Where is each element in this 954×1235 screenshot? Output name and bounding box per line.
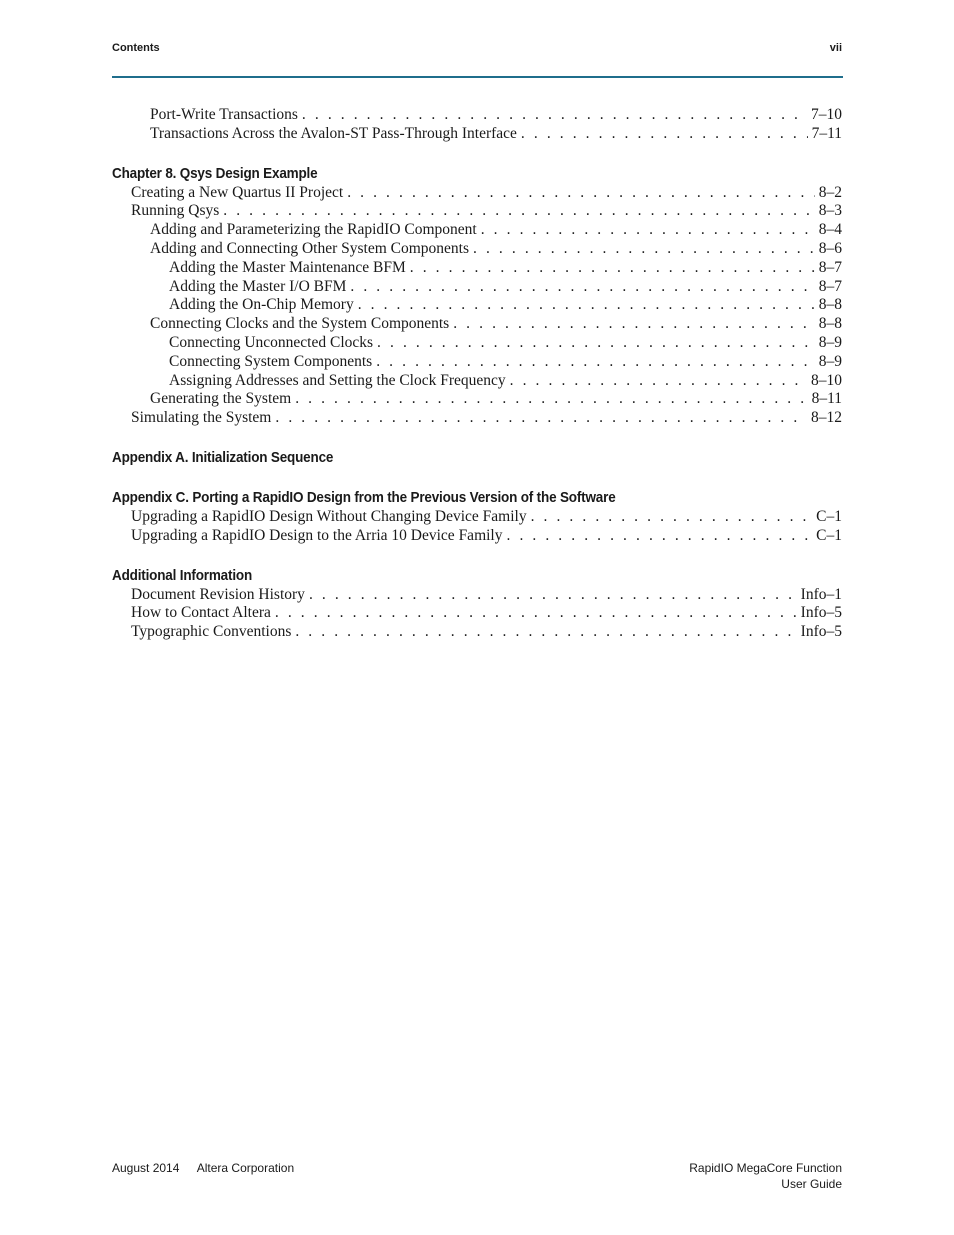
toc-entry-title: Assigning Addresses and Setting the Clock Frequency [169, 371, 506, 389]
toc-leader-dots [350, 278, 814, 297]
footer-date: August 2014 [112, 1161, 180, 1175]
toc-entry[interactable] [112, 353, 842, 372]
toc-entry[interactable] [112, 586, 842, 605]
toc-entry-page: 8–7 [818, 258, 842, 276]
toc-entry-page: C–1 [816, 526, 842, 544]
footer-left [112, 1160, 294, 1176]
table-of-contents [112, 106, 842, 642]
toc-entry-title: Connecting System Components [169, 352, 373, 370]
toc-entry-page: Info–5 [800, 604, 842, 622]
toc-entry-page: 8–9 [818, 333, 842, 351]
toc-entry-title: Adding and Parameterizing the RapidIO Component [150, 221, 477, 239]
toc-entry[interactable] [112, 623, 842, 642]
toc-entry-page: 8–3 [818, 202, 842, 220]
toc-entry[interactable] [112, 334, 842, 353]
chapter-title[interactable]: Chapter 8. Qsys Design Example [112, 164, 318, 182]
toc-entry-page: 8–12 [811, 409, 842, 427]
toc-leader-dots [531, 508, 813, 527]
toc-leader-dots [521, 125, 808, 144]
toc-entry[interactable] [112, 184, 842, 203]
toc-entry[interactable] [112, 240, 842, 259]
toc-leader-dots [473, 240, 815, 259]
toc-entry-page: 8–8 [818, 296, 842, 314]
toc-entry-title: Typographic Conventions [131, 623, 292, 641]
toc-entry-title: Creating a New Quartus II Project [131, 183, 344, 201]
toc-entry-title: Connecting Unconnected Clocks [169, 333, 374, 351]
toc-entry-title: Transactions Across the Avalon-ST Pass-Through Interface [150, 124, 517, 142]
toc-leader-dots [453, 315, 815, 334]
toc-entry[interactable] [112, 106, 842, 125]
toc-entry-title: Upgrading a RapidIO Design to the Arria 10 Device Family [131, 526, 503, 544]
toc-additional-information [112, 566, 842, 642]
toc-entry-title: Upgrading a RapidIO Design Without Changing Device Family [131, 507, 527, 525]
header-rule [112, 76, 843, 78]
toc-entry[interactable] [112, 508, 842, 527]
footer-doc-type: User Guide [781, 1177, 842, 1191]
toc-entry[interactable] [112, 604, 842, 623]
toc-entry[interactable] [112, 296, 842, 315]
header-page-number: vii [829, 42, 842, 54]
toc-entry[interactable] [112, 259, 842, 278]
toc-entry-page: 8–11 [811, 390, 842, 408]
toc-leader-dots [295, 390, 807, 409]
toc-entry[interactable] [112, 390, 842, 409]
footer-product: RapidIO MegaCore Function [689, 1161, 842, 1175]
toc-entry[interactable] [112, 315, 842, 334]
toc-entry[interactable] [112, 278, 842, 297]
toc-leader-dots [347, 184, 815, 203]
appendix-title[interactable]: Appendix A. Initialization Sequence [112, 448, 334, 466]
toc-entry-page: Info–5 [800, 623, 842, 641]
toc-entry[interactable] [112, 125, 842, 144]
header-section-name: Contents [112, 42, 160, 54]
toc-entry-page: 7–11 [811, 124, 842, 142]
toc-entry-title: Adding and Connecting Other System Components [150, 239, 470, 257]
toc-entry[interactable] [112, 409, 842, 428]
toc-entry-page: 8–6 [818, 239, 842, 257]
toc-leader-dots [302, 106, 807, 125]
toc-entry[interactable] [112, 372, 842, 391]
toc-appendix-a [112, 448, 842, 468]
toc-entry-title: Port-Write Transactions [150, 106, 298, 123]
toc-entry-title: Generating the System [150, 390, 292, 408]
toc-entry-page: 8–2 [818, 183, 842, 201]
toc-entry-title: Connecting Clocks and the System Components [150, 315, 450, 333]
toc-leader-dots [510, 372, 807, 391]
footer-company: Altera Corporation [196, 1161, 295, 1175]
toc-entry-page: 7–10 [811, 106, 842, 123]
toc-entry-page: C–1 [816, 507, 842, 525]
footer-right [689, 1160, 842, 1192]
toc-entry-page: 8–7 [818, 277, 842, 295]
toc-entry-title: Simulating the System [131, 409, 272, 427]
toc-leader-dots [376, 353, 815, 372]
toc-entry-title: Adding the Master I/O BFM [169, 277, 347, 295]
section-title[interactable]: Additional Information [112, 566, 253, 584]
toc-leader-dots [275, 604, 797, 623]
toc-entry-title: Running Qsys [131, 202, 220, 220]
appendix-title[interactable]: Appendix C. Porting a RapidIO Design from the Previous Version of the Software [112, 488, 616, 506]
toc-leader-dots [309, 586, 797, 605]
toc-leader-dots [481, 221, 815, 240]
toc-leader-dots [507, 527, 813, 546]
toc-leader-dots [410, 259, 815, 278]
toc-chapter-8 [112, 164, 842, 428]
toc-entry-title: How to Contact Altera [131, 604, 271, 622]
toc-entry-page: 8–8 [818, 315, 842, 333]
toc-entry[interactable] [112, 221, 842, 240]
toc-entry-page: 8–9 [818, 352, 842, 370]
toc-appendix-c [112, 488, 842, 546]
toc-entry[interactable] [112, 202, 842, 221]
toc-entry-page: 8–10 [811, 371, 842, 389]
toc-entry-page: Info–1 [800, 585, 842, 603]
toc-leader-dots [275, 409, 807, 428]
toc-entry-title: Adding the Master Maintenance BFM [169, 258, 406, 276]
toc-entry[interactable] [112, 527, 842, 546]
toc-entry-title: Adding the On-Chip Memory [169, 296, 354, 314]
toc-leader-dots [377, 334, 815, 353]
toc-entry-title: Document Revision History [131, 585, 305, 603]
toc-leader-dots [295, 623, 796, 642]
toc-leader-dots [358, 296, 815, 315]
page-header [112, 42, 842, 58]
toc-continued [112, 106, 842, 144]
toc-leader-dots [223, 202, 814, 221]
toc-entry-page: 8–4 [818, 221, 842, 239]
